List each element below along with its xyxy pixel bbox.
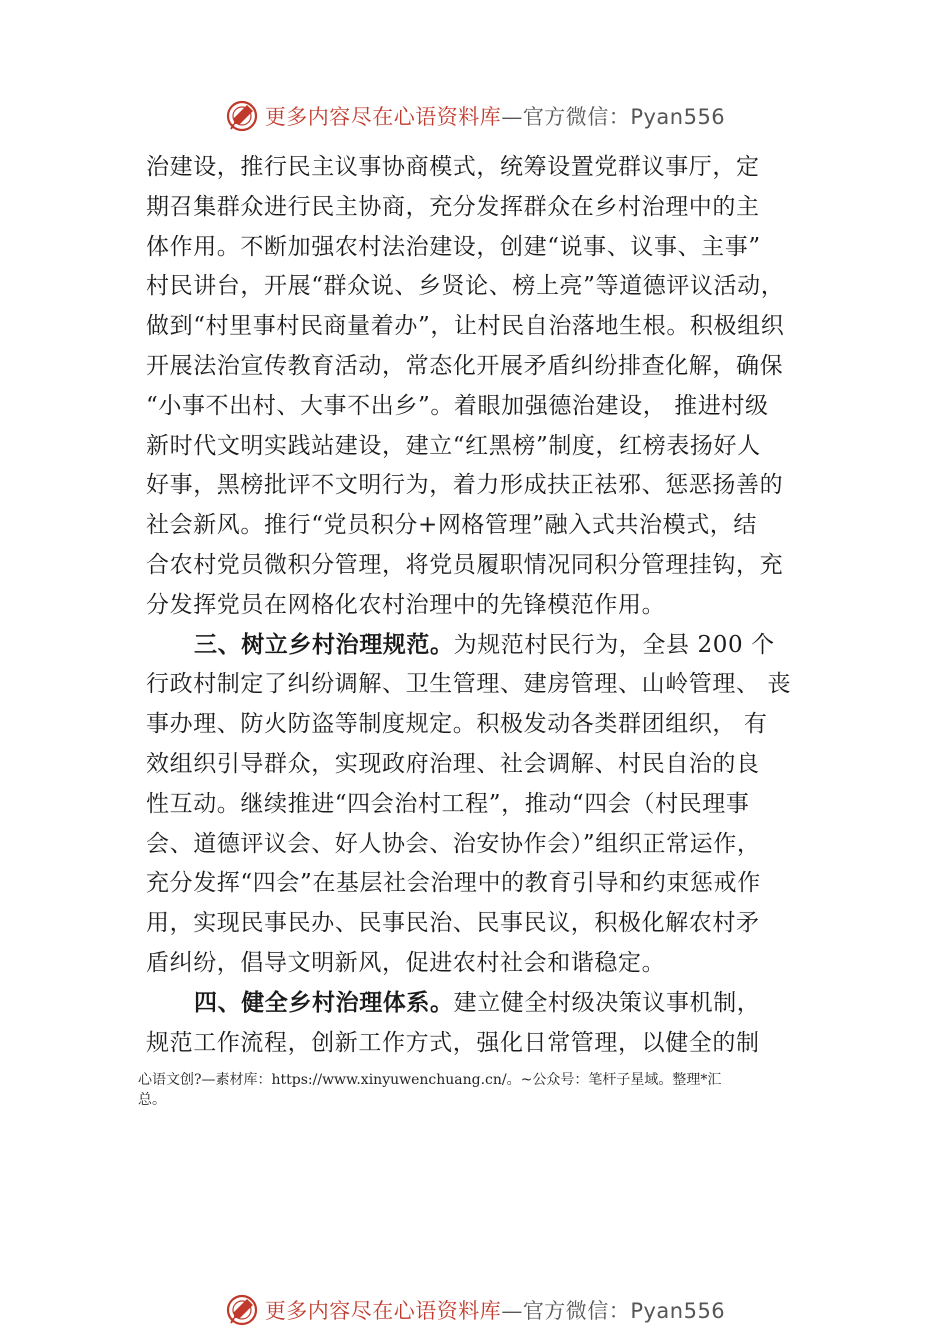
banner-wechat-label: —官方微信： [501,1299,631,1323]
banner-wechat-id: Pyan556 [630,105,726,129]
body-line: 会、道德评议会、好人协会、治安协作会）”组织正常运作， [146,830,761,857]
section-3-heading: 三、树立乡村治理规范。 [194,631,454,658]
pen-logo-icon [225,99,259,133]
source-note-line: 心语文创?—素材库：https://www.xinyuwenchuang.cn/。~公众号：笔杆子星域。整理*汇 [138,1072,722,1088]
body-line: 村民讲台，开展“群众说、乡贤论、榜上亮”等道德评议活动， [146,273,785,300]
source-note-line: 总。 [138,1092,166,1108]
section-3-text: 为规范村民行为，全县 200 个 [453,631,775,658]
body-line: 用，实现民事民办、民事民治、民事民议，积极化解农村矛 [146,910,760,937]
body-line: 新时代文明实践站建设，建立“红黑榜”制度，红榜表扬好人 [146,432,761,459]
banner-title: 更多内容尽在心语资料库 [264,1299,502,1323]
banner-text [265,1295,725,1325]
body-line: 充分发挥“四会”在基层社会治理中的教育引导和约束惩戒作 [146,870,761,897]
body-line: 效组织引导群众，实现政府治理、社会调解、村民自治的良 [146,750,760,777]
body-line: 盾纠纷，倡导文明新风，促进农村社会和谐稳定。 [146,949,666,976]
body-line: 做到“村里事村民商量着办”，让村民自治落地生根。积极组织 [146,313,785,340]
banner-wechat-label: —官方微信： [501,105,631,129]
banner-wechat-id: Pyan556 [630,1299,726,1323]
body-line: 合农村党员微积分管理，将党员履职情况同积分管理挂钩，充 [146,551,784,578]
body-line: 分发挥党员在网格化农村治理中的先锋模范作用。 [146,591,666,618]
source-note [138,1070,828,1110]
document-body [146,148,822,1063]
body-line: 社会新风。推行“党员积分+网格管理”融入式共治模式，结 [146,512,757,539]
body-line: 性互动。继续推进“四会治村工程”，推动“四会（村民理事 [146,790,750,817]
body-line: “小事不出村、大事不出乡”。着眼加强德治建设， 推进村级 [146,392,769,419]
body-line: 事办理、防火防盗等制度规定。积极发动各类群团组织， 有 [146,711,768,738]
body-line: 治建设，推行民主议事协商模式，统筹设置党群议事厅，定 [146,154,760,180]
section-4-text: 建立健全村级决策议事机制， [453,989,761,1016]
banner-title: 更多内容尽在心语资料库 [264,105,502,129]
section-4-first-line [146,984,822,1024]
body-line: 好事，黑榜批评不文明行为，着力形成扶正祛邪、惩恶扬善的 [146,472,784,499]
section-4-heading: 四、健全乡村治理体系。 [194,989,454,1016]
body-line: 体作用。不断加强农村法治建设，创建“说事、议事、主事” [146,233,761,260]
body-line: 开展法治宣传教育活动，常态化开展矛盾纠纷排查化解，确保 [146,352,784,379]
body-line: 期召集群众进行民主协商，充分发挥群众在乡村治理中的主 [146,193,760,220]
footer-banner [0,1290,950,1330]
header-banner [0,96,950,136]
section-3-first-line [146,626,822,666]
banner-text [265,101,725,131]
pen-logo-icon [225,1293,259,1327]
body-line: 规范工作流程，创新工作方式，强化日常管理，以健全的制 [146,1029,760,1056]
body-line: 行政村制定了纠纷调解、卫生管理、建房管理、山岭管理、 丧 [146,671,792,698]
